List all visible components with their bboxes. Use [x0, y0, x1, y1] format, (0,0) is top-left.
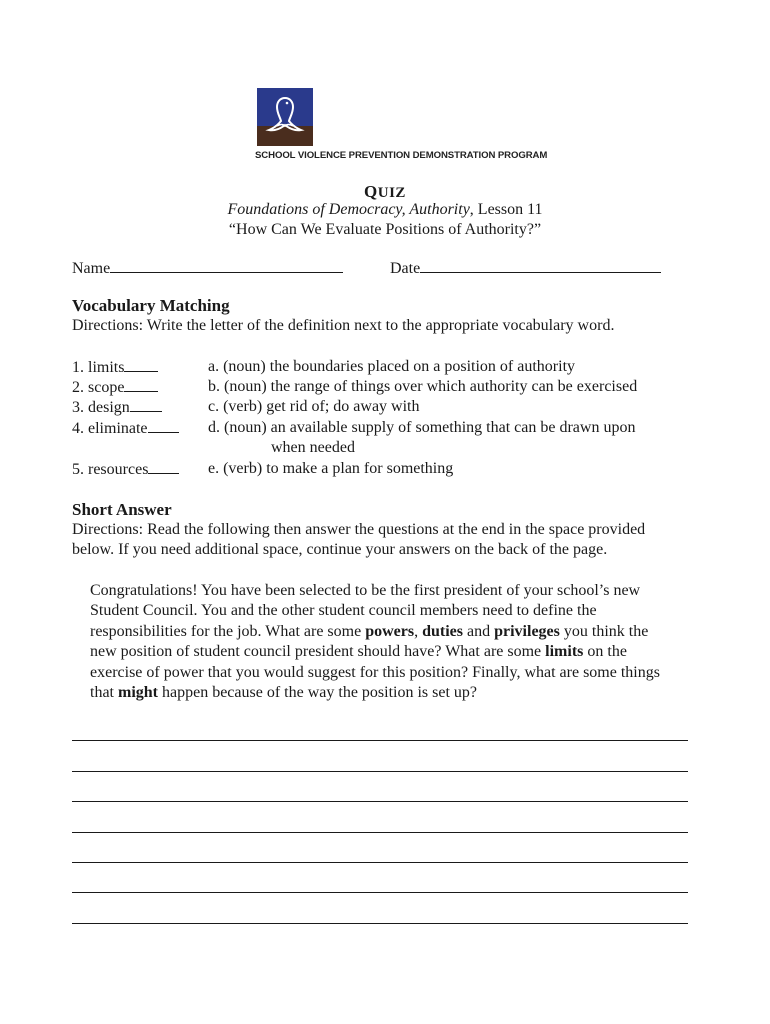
prompt-line: new position of student council president should have? What are some limits on the	[90, 643, 627, 660]
vocab-definition: a. (noun) the boundaries placed on a position of authority	[208, 358, 576, 375]
vocab-definition: b. (noun) the range of things over which authority can be exercised	[208, 378, 638, 395]
vocab-definition: e. (verb) to make a plan for something	[208, 460, 454, 477]
vocab-directions: Directions: Write the letter of the definition next to the appropriate vocabulary word.	[72, 317, 615, 334]
eagle-logo-icon	[257, 88, 313, 146]
vocab-word: 3. design	[72, 398, 162, 417]
answer-line[interactable]	[72, 892, 688, 893]
vocab-definition-continued: when needed	[271, 439, 355, 456]
logo-caption: SCHOOL VIOLENCE PREVENTION DEMONSTRATION PROGRAM	[255, 150, 548, 161]
prompt-line: responsibilities for the job. What are some powers, duties and privileges you think the	[90, 623, 649, 640]
answer-blank[interactable]	[124, 358, 158, 372]
short-answer-directions: Directions: Read the following then answer the questions at the end in the space provided	[72, 521, 646, 538]
short-answer-heading: Short Answer	[72, 500, 172, 519]
answer-blank[interactable]	[148, 460, 179, 474]
name-field[interactable]: Name	[72, 258, 343, 278]
answer-blank[interactable]	[124, 378, 158, 392]
vocab-heading: Vocabulary Matching	[72, 296, 230, 315]
prompt-line: Student Council. You and the other student council members need to define the	[90, 602, 597, 619]
answer-line[interactable]	[72, 771, 688, 772]
date-field[interactable]: Date	[390, 258, 661, 278]
short-answer-directions-continued: below. If you need additional space, continue your answers on the back of the page.	[72, 541, 608, 558]
vocab-word: 4. eliminate	[72, 419, 179, 438]
program-logo	[255, 88, 548, 166]
answer-line[interactable]	[72, 832, 688, 833]
lesson-question: “How Can We Evaluate Positions of Authority?”	[228, 221, 542, 238]
prompt-line: exercise of power that you would suggest for this position? Finally, what are some things	[90, 664, 660, 681]
prompt-line: Congratulations! You have been selected to be the first president of your school’s new	[90, 582, 641, 599]
answer-line[interactable]	[72, 801, 688, 802]
vocab-definition: d. (noun) an available supply of something that can be drawn upon	[208, 419, 636, 436]
answer-line[interactable]	[72, 740, 688, 741]
vocab-word: 5. resources	[72, 460, 179, 479]
vocab-word: 2. scope	[72, 378, 158, 397]
answer-blank[interactable]	[148, 419, 179, 433]
answer-blank[interactable]	[130, 398, 162, 412]
lesson-subtitle: Foundations of Democracy, Authority, Lesson 11	[227, 201, 543, 218]
answer-line[interactable]	[72, 862, 688, 863]
vocab-word: 1. limits	[72, 358, 158, 377]
prompt-line: that might happen because of the way the position is set up?	[90, 684, 478, 701]
quiz-title: QUIZ	[364, 182, 406, 201]
vocab-definition: c. (verb) get rid of; do away with	[208, 398, 420, 415]
answer-line[interactable]	[72, 923, 688, 924]
